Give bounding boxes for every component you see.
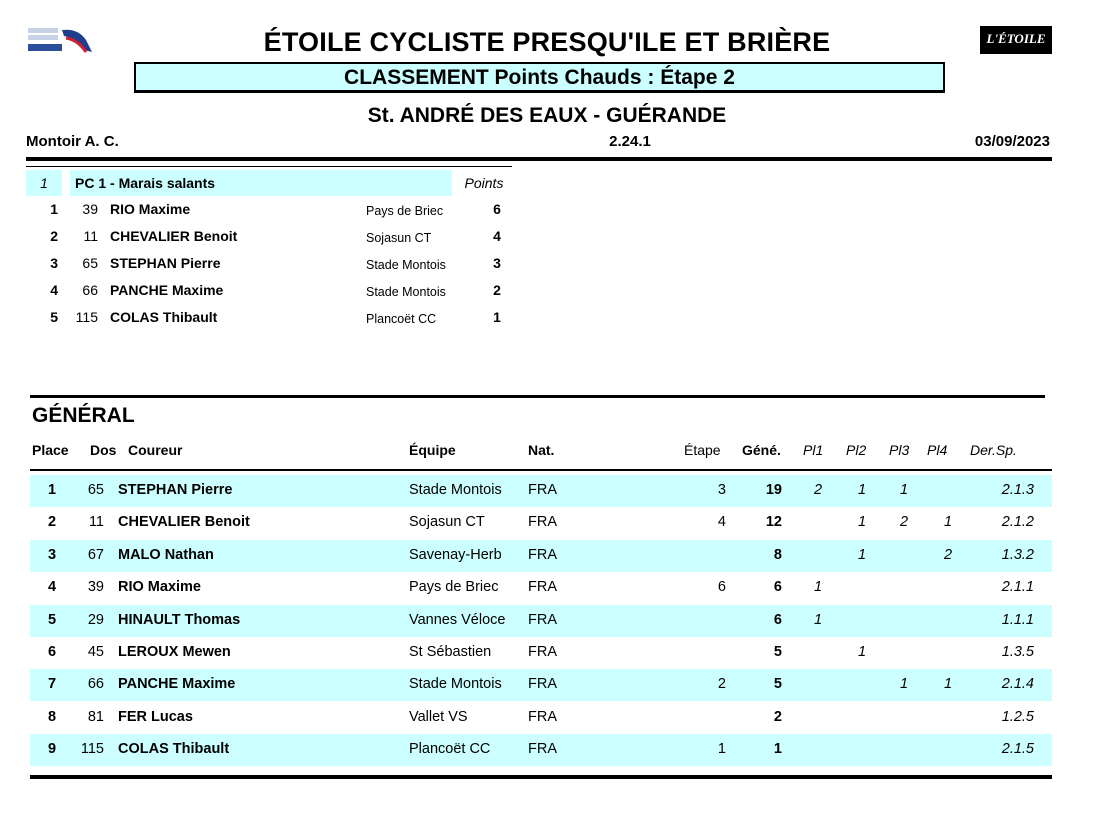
sprint-number: 1 (26, 170, 62, 196)
rider-pl2: 1 (857, 644, 867, 660)
rider-name: MALO Nathan (118, 546, 214, 563)
sprint-points-label: Points (464, 175, 504, 191)
header-pl1: Pl1 (803, 442, 824, 458)
rider-last-sprint: 1.3.2 (1001, 546, 1034, 563)
race-date: 03/09/2023 (974, 133, 1050, 150)
rider-dos: 11 (88, 514, 104, 531)
sprint-dos: 66 (82, 282, 98, 298)
sprint-rider: STEPHAN Pierre (110, 255, 221, 271)
rider-team: Savenay-Herb (409, 546, 502, 563)
rider-pl2: 1 (857, 482, 867, 498)
rider-place: 7 (47, 676, 57, 693)
sprint-dos: 65 (82, 255, 98, 271)
rider-dos: 115 (80, 741, 104, 758)
sprint-points: 4 (493, 228, 501, 244)
sprint-row (26, 223, 512, 250)
general-row (30, 734, 1052, 766)
rider-general-points: 8 (773, 546, 782, 563)
rider-name: RIO Maxime (118, 579, 201, 596)
sprint-points: 3 (493, 255, 501, 271)
sprint-dos: 11 (83, 228, 98, 244)
rider-dos: 81 (87, 708, 104, 725)
rider-dos: 65 (87, 482, 104, 498)
rider-last-sprint: 2.1.1 (1001, 579, 1034, 596)
rider-stage-points: 3 (717, 482, 726, 498)
rider-team: Plancoët CC (409, 741, 491, 758)
rider-pl4: 1 (943, 676, 953, 693)
rider-general-points: 5 (773, 676, 782, 693)
rider-nat: FRA (528, 676, 557, 693)
rider-team: Stade Montois (409, 676, 502, 693)
sprint-team: Stade Montois (366, 285, 446, 299)
rider-stage-points: 4 (717, 514, 726, 531)
rider-nat: FRA (528, 546, 557, 563)
sprint-rank: 5 (50, 309, 58, 325)
sprint-rank: 4 (50, 282, 58, 298)
stage-route: St. ANDRÉ DES EAUX - GUÉRANDE (367, 104, 727, 127)
rider-pl4: 1 (943, 514, 953, 531)
rider-name: COLAS Thibault (118, 741, 230, 758)
header-dos: Dos (90, 442, 117, 458)
rider-nat: FRA (528, 644, 557, 660)
header-rider: Coureur (128, 442, 183, 458)
rider-pl4: 2 (943, 546, 953, 563)
rider-general-points: 6 (773, 579, 782, 596)
sprint-name: PC 1 - Marais salants (70, 170, 452, 196)
sprint-team: Plancoët CC (366, 312, 437, 326)
header-divider (26, 157, 1052, 161)
rider-pl1: 1 (813, 579, 823, 596)
rider-nat: FRA (528, 741, 557, 758)
header-stage: Étape (684, 442, 721, 458)
etoile-logo: L'ÉTOILE (980, 26, 1052, 54)
sprint-row (26, 304, 512, 331)
rider-team: Vannes Véloce (409, 611, 506, 628)
general-row (30, 637, 1052, 669)
rider-pl1: 1 (813, 611, 823, 628)
rider-stage-points: 2 (717, 676, 726, 693)
rider-team: Stade Montois (409, 482, 502, 498)
race-category: 2.24.1 (609, 133, 651, 150)
rider-place: 8 (47, 708, 57, 725)
sprint-dos: 115 (75, 309, 98, 325)
rider-stage-points: 6 (717, 579, 726, 596)
sprint-rider: COLAS Thibault (110, 309, 218, 325)
rider-general-points: 5 (773, 644, 782, 660)
rider-general-points: 1 (773, 741, 782, 758)
rider-nat: FRA (528, 708, 557, 725)
sprint-rank: 1 (50, 201, 58, 217)
rider-dos: 29 (87, 611, 104, 628)
rider-nat: FRA (528, 579, 557, 596)
rider-last-sprint: 1.2.5 (1001, 708, 1034, 725)
header-general: Géné. (742, 442, 781, 458)
general-row (30, 540, 1052, 572)
rider-dos: 39 (87, 579, 104, 596)
rider-place: 4 (47, 579, 57, 596)
rider-pl3: 1 (899, 482, 909, 498)
header-pl4: Pl4 (927, 442, 948, 458)
general-divider (30, 395, 1045, 398)
rider-team: Pays de Briec (409, 579, 499, 596)
rider-name: STEPHAN Pierre (118, 482, 233, 498)
rider-nat: FRA (528, 611, 557, 628)
sprint-rider: CHEVALIER Benoit (110, 228, 238, 244)
rider-general-points: 19 (765, 482, 782, 498)
header-last-sprint: Der.Sp. (970, 442, 1017, 458)
sprint-points: 2 (493, 282, 501, 298)
rider-last-sprint: 2.1.5 (1001, 741, 1034, 758)
sprint-rank: 2 (50, 228, 58, 244)
rider-name: PANCHE Maxime (118, 676, 236, 693)
general-title: GÉNÉRAL (32, 404, 135, 427)
sprint-team: Stade Montois (366, 258, 446, 272)
header-pl3: Pl3 (889, 442, 910, 458)
header-place: Place (32, 442, 69, 458)
rider-dos: 66 (87, 676, 104, 693)
sprint-points: 1 (493, 309, 501, 325)
rider-general-points: 2 (773, 708, 782, 725)
rider-team: Sojasun CT (409, 514, 485, 531)
general-bottom-divider (30, 775, 1052, 779)
sprint-team: Sojasun CT (366, 231, 432, 245)
rider-dos: 45 (87, 644, 104, 660)
rider-team: St Sébastien (409, 644, 492, 660)
rider-last-sprint: 1.1.1 (1001, 611, 1034, 628)
sprint-dos: 39 (82, 201, 98, 217)
rider-place: 5 (47, 611, 57, 628)
rider-stage-points: 1 (717, 741, 726, 758)
rider-place: 1 (47, 482, 57, 498)
page-title: ÉTOILE CYCLISTE PRESQU'ILE ET BRIÈRE (263, 27, 831, 57)
rider-name: LEROUX Mewen (118, 644, 231, 660)
rider-pl1: 2 (813, 482, 823, 498)
sprint-row (26, 250, 512, 277)
sprint-row (26, 196, 512, 223)
rider-last-sprint: 1.3.5 (1001, 644, 1034, 660)
rider-name: FER Lucas (118, 708, 193, 725)
general-header-divider (30, 469, 1052, 471)
sprint-rank: 3 (50, 255, 58, 271)
header-nat: Nat. (528, 442, 555, 458)
rider-place: 3 (47, 546, 57, 563)
header-team: Équipe (409, 442, 456, 458)
header-pl2: Pl2 (846, 442, 867, 458)
rider-last-sprint: 2.1.4 (1001, 676, 1034, 693)
rider-general-points: 6 (773, 611, 782, 628)
rider-dos: 67 (87, 546, 104, 563)
rider-name: CHEVALIER Benoit (118, 514, 250, 531)
general-row (30, 572, 1052, 604)
general-row (30, 702, 1052, 734)
rider-nat: FRA (528, 514, 557, 531)
rider-place: 9 (47, 741, 57, 758)
sprint-rider: PANCHE Maxime (110, 282, 224, 298)
sprint-points: 6 (493, 201, 501, 217)
classification-title: CLASSEMENT Points Chauds : Étape 2 (134, 62, 945, 93)
sprint-top-line (26, 166, 512, 167)
general-row (30, 605, 1052, 637)
rider-nat: FRA (528, 482, 557, 498)
sprint-rider: RIO Maxime (110, 201, 191, 217)
rider-pl2: 1 (857, 546, 867, 563)
general-row (30, 669, 1052, 701)
sprint-team: Pays de Briec (366, 204, 444, 218)
general-row (30, 507, 1052, 539)
rider-place: 6 (47, 644, 57, 660)
general-row (30, 475, 1052, 507)
rider-last-sprint: 2.1.2 (1001, 514, 1034, 531)
rider-pl2: 1 (857, 514, 867, 531)
rider-team: Vallet VS (409, 708, 468, 725)
rider-name: HINAULT Thomas (118, 611, 241, 628)
sprint-header (26, 170, 512, 196)
rider-place: 2 (47, 514, 57, 531)
general-header-row (30, 440, 1052, 462)
sprint-row (26, 277, 512, 304)
rider-last-sprint: 2.1.3 (1001, 482, 1034, 498)
rider-pl3: 1 (899, 676, 909, 693)
rider-pl3: 2 (899, 514, 909, 531)
rider-general-points: 12 (765, 514, 782, 531)
organizer-name: Montoir A. C. (26, 133, 119, 150)
